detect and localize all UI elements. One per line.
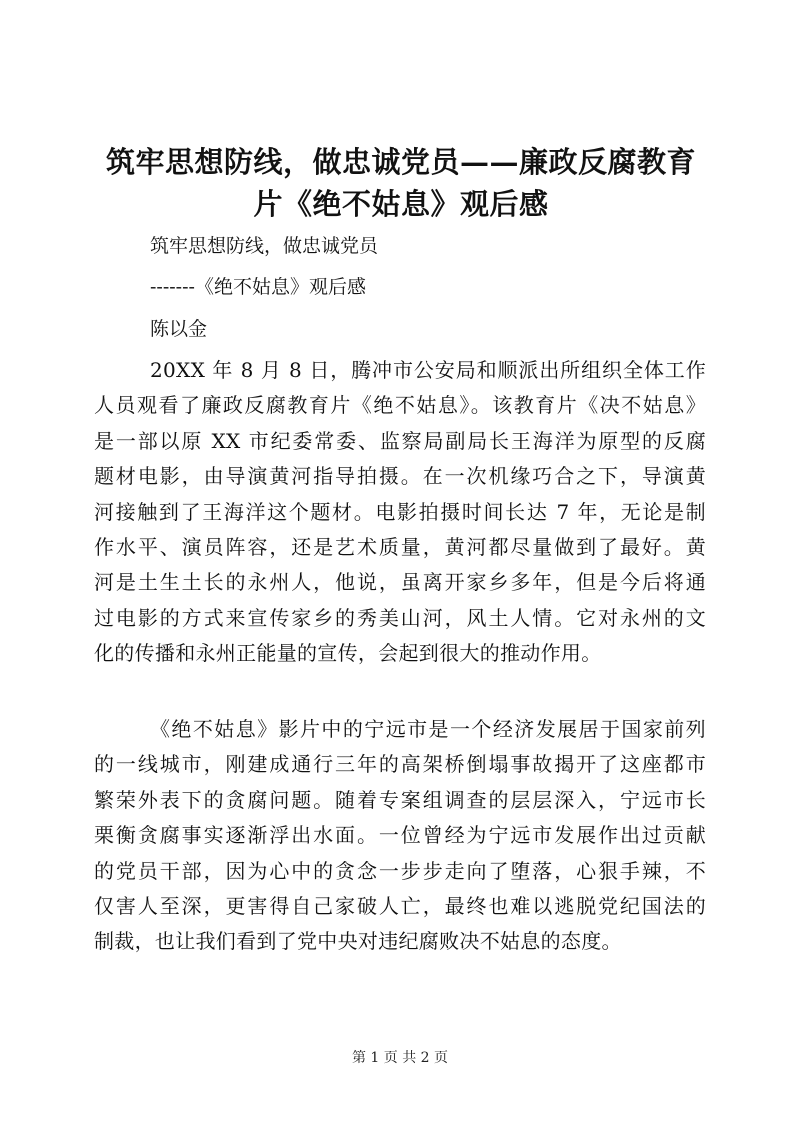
paragraph-line: 繁荣外表下的贪腐问题。随着专案组调查的层层深入，宁远市长 [94, 787, 706, 812]
paragraph-line: 过电影的方式来宣传家乡的秀美山河，风土人情。它对永州的文 [94, 605, 706, 630]
paragraph-line: 20XX 年 8 月 8 日，腾冲市公安局和顺派出所组织全体工作 [150, 358, 706, 382]
page-footer: 第 1 页 共 2 页 [351, 1050, 449, 1066]
paragraph-1 [94, 353, 706, 672]
paragraph-line: 河接触到了王海洋这个题材。电影拍摄时间长达 7 年，无论是制 [94, 499, 706, 524]
paragraph-line: 的一线城市，刚建成通行三年的高架桥倒塌事故揭开了这座都市 [94, 752, 706, 777]
paragraph-line: 化的传播和永州正能量的宣传，会起到很大的推动作用。 [94, 641, 602, 666]
author-name: 陈以金 [150, 318, 208, 340]
paragraph-line: 人员观看了廉政反腐教育片《绝不姑息》。该教育片《决不姑息》 [94, 393, 706, 418]
paragraph-line: 栗衡贪腐事实逐渐浮出水面。一位曾经为宁远市发展作出过贡献 [94, 823, 706, 848]
paragraph-line: 《绝不姑息》影片中的宁远市是一个经济发展居于国家前列 [150, 717, 706, 741]
paragraph-line: 作水平、演员阵容，还是艺术质量，黄河都尽量做到了最好。黄 [94, 534, 706, 559]
paragraph-line: 题材电影，由导演黄河指导拍摄。在一次机缘巧合之下，导演黄 [94, 464, 706, 489]
subtitle-line-2: -------《绝不姑息》观后感 [150, 276, 366, 298]
title-line-2: 片《绝不姑息》观后感 [253, 187, 549, 221]
paragraph-line: 制裁，也让我们看到了党中央对违纪腐败决不姑息的态度。 [94, 929, 622, 954]
document-title [96, 141, 706, 225]
paragraph-line: 是一部以原 XX 市纪委常委、监察局副局长王海洋为原型的反腐 [94, 428, 706, 453]
paragraph-line: 仅害人至深，更害得自己家破人亡，最终也难以逃脱党纪国法的 [94, 893, 706, 918]
subtitle-line-1: 筑牢思想防线，做忠诚党员 [150, 235, 379, 257]
paragraph-line: 河是土生土长的永州人，他说，虽离开家乡多年，但是今后将通 [94, 570, 706, 595]
paragraph-line: 的党员干部，因为心中的贪念一步步走向了堕落，心狠手辣，不 [94, 858, 706, 883]
paragraph-2 [94, 712, 706, 960]
title-line-1: 筑牢思想防线，做忠诚党员——廉政反腐教育 [105, 145, 696, 179]
